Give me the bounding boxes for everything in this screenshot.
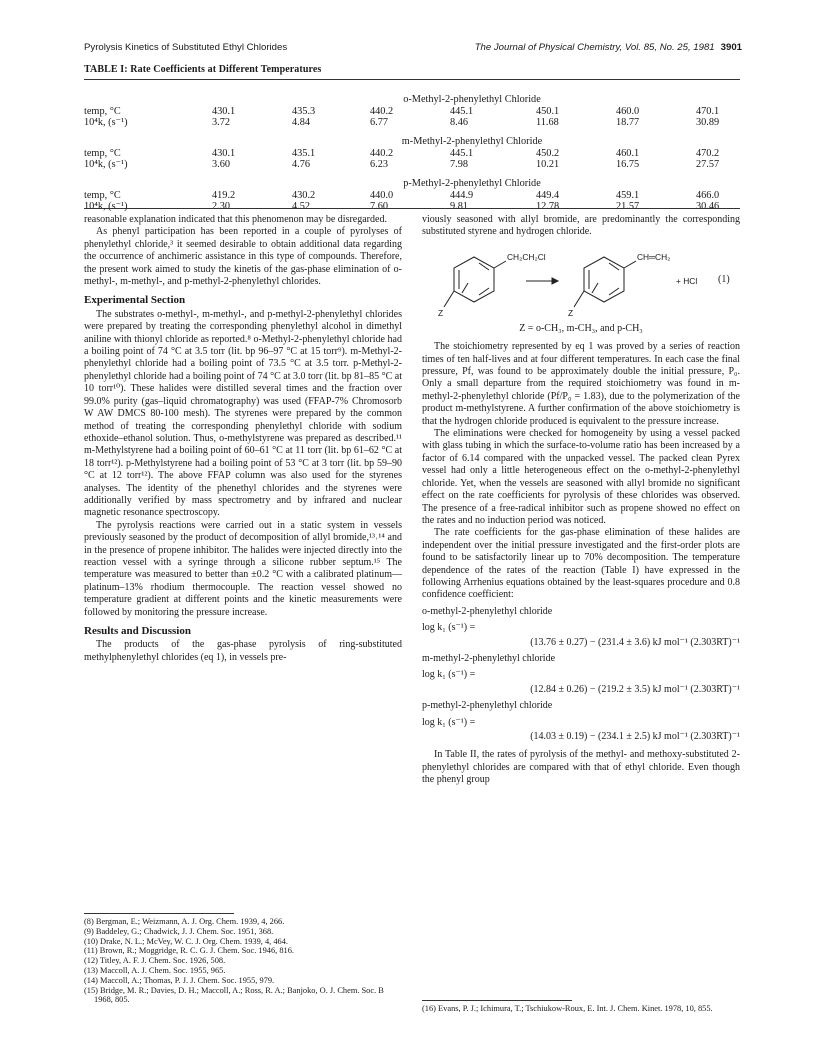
cell: 4.76	[292, 159, 311, 170]
benzene-ring-product	[584, 257, 624, 302]
section-title: p-Methyl-2-phenylethyl Chloride	[403, 178, 541, 189]
cell: 435.3	[292, 105, 316, 117]
paragraph: In Table II, the rates of pyrolysis of the methyl- and methoxy-substituted 2-phenylethyl chlorides are compared with that of ethyl chloride. Even though the phenyl group	[422, 749, 740, 786]
reference: (13) Maccoll, A. J. Chem. Soc. 1955, 965.	[84, 965, 226, 975]
page-number: 3901	[720, 42, 742, 53]
section-title: o-Methyl-2-phenylethyl Chloride	[403, 94, 541, 105]
temperature-row	[84, 148, 740, 160]
cell: 449.4	[536, 189, 560, 201]
reference: (16) Evans, P. J.; Ichimura, T.; Tschiukow-Roux, E. Int. J. Chem. Kinet. 1978, 10, 855.	[422, 1004, 713, 1013]
cell: 3.72	[212, 117, 231, 128]
section-heading-experimental: Experimental Section	[84, 294, 186, 307]
reference: (12) Titley, A. F. J. Chem. Soc. 1926, 508.	[84, 956, 226, 966]
product-z-label: Z	[568, 307, 574, 318]
cell: 430.1	[212, 147, 236, 159]
footnote-references	[84, 913, 402, 1005]
cell: 466.0	[696, 189, 720, 201]
cell: 430.2	[292, 189, 316, 201]
paragraph: reasonable explanation indicated that this phenomenon may be disregarded.	[84, 214, 387, 225]
paragraph: As phenyl participation has been reported in a couple of pyrolyses of phenylethyl chloride,³ it seemed desirable to obtain additional data regarding the occurrence of anchimeric assistance in this type of compounds. Therefore, the present work aimed to study the kinetis of the gas-phase elimination of o-methyl-, m-methyl-, and p-methyl-2-phenylethyl chlorides.	[84, 226, 402, 288]
table-section-ortho	[84, 94, 740, 129]
reactant-z-label: Z	[438, 307, 444, 318]
cell: 445.1	[450, 147, 474, 159]
cell: 430.1	[212, 105, 236, 117]
cell: 27.57	[696, 159, 720, 170]
paragraph: The eliminations were checked for homogeneity by using a vessel packed with glass tubing in which the surface-to-volume ratio has been increased by a factor of 6.14 compared with the unpacked vessel. The packed clean Pyrex vessel had only a little heterogeneous effect on the o-methyl-2-phenylethyl chloride. Yet, when the vessels are seasoned with allyl bromide no significant effect on the rate coefficients for pyrolysis of these chlorides was observed. The presence of a free-radical inhibitor such as propene showed no effect on the rates and no induction period was noticed.	[422, 428, 740, 526]
cell: 4.84	[292, 117, 311, 128]
row-label: temp, °C	[84, 105, 121, 117]
paragraph: The rate coefficients for the gas-phase elimination of these halides are independent over the initial pressure investigated and the first-order plots are found to be satisfactorily linear up to 70% decomposition. The temperature dependence of the rates of the reaction (Table I) have expressed in the following Arrhenius equations obtained by the least-squares procedure and 0.8 confidence coefficient:	[422, 527, 740, 601]
reference: (8) Bergman, E.; Weizmann, A. J. Org. Chem. 1939, 4, 266.	[84, 917, 285, 926]
paragraph: The substrates o-methyl-, m-methyl-, and p-methyl-2-phenylethyl chlorides were prepared by treating the corresponding phenylethyl alcohol in dimethyl aniline with thionyl chloride as reported.⁸ o-Methyl-2-phenylethyl chloride had a boiling point of 74 °C at 3.5 torr (lit. bp 96–97 °C at 15 torr⁹). m-Methyl-2-phenylethyl chloride had a boiling point of 73.5 °C at 3.5 torr. p-Methyl-2-phenylethyl chloride had a boiling point of 74 °C at 3.0 torr (lit. bp 81–85 °C at 10 torr¹⁰). These halides were distilled several times and the fraction over 99.0% purity (gas–liquid chromatography) was used (FFAP-7% Chromosorb W AW DMCS 80-100 mesh). The styrenes were prepared by the common method of treating the corresponding phenylethyl chloride with sodium ethoxide–ethanol solution. Thus, o-methylstyrene was prepared as described.¹¹ m-Methylstyrene had a boiling point of 60–61 °C at 11 torr (lit. bp 61–62 °C at 18 torr¹²). p-Methylstyrene had a boiling point of 53 °C at 3 torr (lit. bp 59–90 °C at 12 torr¹²). The above FFAP column was also used for the styrenes analyses. The identity of the phenethyl chlorides and the styrenes were additionally verified by mass spectrometry and by infrared and nuclear magnetic resonance spectroscopy.	[84, 308, 402, 519]
cell: 440.2	[370, 147, 394, 159]
cell: 440.0	[370, 189, 394, 201]
section-heading-results: Results and Discussion	[84, 625, 191, 637]
rate-row	[84, 159, 740, 171]
cell: 9.81	[450, 201, 469, 212]
running-header-journal	[475, 42, 742, 53]
cell: 21.57	[616, 201, 640, 212]
cell: 459.1	[616, 189, 640, 201]
table-caption: TABLE I: Rate Coefficients at Different Temperatures	[84, 64, 322, 75]
temperature-row	[84, 106, 740, 118]
paragraph: The pyrolysis reactions were carried out in a static system in vessels previously seasoned by the product of decomposition of allyl bromide,¹³˒¹⁴ and in the presence of propene inhibitor. The halides were injected directly into the reaction vessel with a syringe through a silicone rubber septum.¹⁵ The temperature was measured to better than ±0.2 °C with a calibrated platinum—platinum–13% rhodium thermocouple. The reaction vessel showed no temperature gradient at different points and the kinetic measurements were followed by monitoring the pressure increase.	[84, 519, 402, 618]
cell: 445.1	[450, 105, 474, 117]
running-header-title: Pyrolysis Kinetics of Substituted Ethyl Chlorides	[84, 42, 288, 53]
reference: (14) Maccoll, A.; Thomas, P. J. J. Chem. Soc. 1955, 979.	[84, 975, 275, 985]
cell: 470.1	[696, 105, 720, 117]
hcl-product: + HCl	[676, 275, 698, 286]
benzene-ring-reactant	[454, 257, 494, 302]
table-bottom-rule	[84, 208, 740, 209]
reaction-scheme	[422, 239, 740, 321]
row-label: 10⁴k, (s⁻¹)	[84, 117, 128, 128]
footnote-rule	[84, 913, 234, 914]
cell: 460.0	[616, 105, 640, 117]
cell: 470.2	[696, 147, 720, 159]
cell: 8.46	[450, 117, 469, 128]
table-section-meta	[84, 136, 740, 171]
cell: 3.60	[212, 159, 231, 170]
cell: 6.77	[370, 117, 389, 128]
paragraph: The stoichiometry represented by eq 1 was proved by a series of reaction times of ten half-lives and at four different temperatures. In each case the final pressure, Pf, was found to be approximately double the initial pressure, P₀. Only a small departure from the required stoichiometry was found in m-methyl-2-phenylethyl chloride (Pf/P₀ = 1.83), due to the polymerization of the product m-methylstyrene. A further confirmation of the above stoichiometry is that the hydrogen chloride produced is equivalent to the pressure increase.	[422, 341, 740, 427]
reactant-substituent: CH₂CH₂Cl	[507, 251, 546, 262]
paragraph: The products of the gas-phase pyrolysis of ring-substituted methylphenylethyl chlorides (eq 1), in vessels pre-	[84, 639, 402, 663]
cell: 450.2	[536, 147, 560, 159]
temperature-row	[84, 190, 740, 202]
cell: 440.2	[370, 105, 394, 117]
equation-rhs: (13.76 ± 0.27) − (231.4 ± 3.6) kJ mol⁻¹ (2.303RT)⁻¹	[530, 636, 740, 648]
equation-lhs: log k₁ (s⁻¹) =	[422, 622, 476, 634]
equation-rhs: (12.84 ± 0.26) − (219.2 ± 3.5) kJ mol⁻¹ (2.303RT)⁻¹	[530, 683, 740, 695]
section-title: m-Methyl-2-phenylethyl Chloride	[401, 136, 543, 147]
reference: (10) Drake, N. L.; McVey, W. C. J. Org. Chem. 1939, 4, 464.	[84, 936, 289, 946]
left-column	[84, 214, 402, 664]
equation-lhs: log k₁ (s⁻¹) =	[422, 716, 476, 728]
cell: 7.98	[450, 159, 469, 170]
equation-number: (1)	[718, 273, 730, 285]
cell: 30.89	[696, 117, 720, 128]
equation-label: o-methyl-2-phenylethyl chloride	[422, 605, 553, 617]
paragraph: viously seasoned with allyl bromide, are predominantly the corresponding substituted styrene and hydrogen chloride.	[422, 214, 740, 238]
cell: 11.68	[536, 117, 559, 128]
substituent-definition: Z = o-CH₃, m-CH₃, and p-CH₃	[519, 322, 643, 334]
reference: (11) Brown, R.; Moggridge, R. C. G. J. Chem. Soc. 1946, 816.	[84, 946, 294, 956]
cell: 444.9	[450, 189, 474, 201]
cell: 10.21	[536, 159, 560, 170]
cell: 7.60	[370, 201, 389, 212]
equation-lhs: log k₁ (s⁻¹) =	[422, 669, 476, 681]
product-substituent: CH═CH₂	[637, 251, 671, 262]
cell: 2.30	[212, 201, 231, 212]
cell: 6.23	[370, 159, 389, 170]
cell: 18.77	[616, 117, 640, 128]
cell: 450.1	[536, 105, 560, 117]
row-label: temp, °C	[84, 189, 121, 201]
table-top-rule	[84, 79, 740, 80]
cell: 30.46	[696, 201, 720, 212]
cell: 460.1	[616, 147, 640, 159]
footnote-reference-16	[422, 1000, 740, 1014]
cell: 16.75	[616, 159, 640, 170]
cell: 419.2	[212, 189, 236, 201]
equation-label: p-methyl-2-phenylethyl chloride	[422, 700, 553, 712]
row-label: 10⁴k, (s⁻¹)	[84, 201, 128, 212]
rate-row	[84, 117, 740, 129]
row-label: 10⁴k, (s⁻¹)	[84, 159, 128, 170]
cell: 435.1	[292, 147, 316, 159]
cell: 12.78	[536, 201, 560, 212]
reference: (9) Baddeley, G.; Chadwick, J. J. Chem. Soc. 1951, 368.	[84, 926, 274, 936]
footnote-rule	[422, 1000, 572, 1001]
cell: 4.52	[292, 201, 311, 212]
equation-label: m-methyl-2-phenylethyl chloride	[422, 652, 556, 664]
reference: (15) Bridge, M. R.; Davies, D. H.; Maccoll, A.; Ross, R. A.; Banjoko, O. J. Chem. Soc. B 1968, 805.	[84, 985, 384, 1005]
equation-rhs: (14.03 ± 0.19) − (234.1 ± 2.5) kJ mol⁻¹ (2.303RT)⁻¹	[530, 731, 740, 742]
row-label: temp, °C	[84, 147, 121, 159]
right-column	[422, 214, 740, 787]
rate-row	[84, 201, 740, 213]
journal-citation: The Journal of Physical Chemistry, Vol. 85, No. 25, 1981	[474, 42, 715, 53]
